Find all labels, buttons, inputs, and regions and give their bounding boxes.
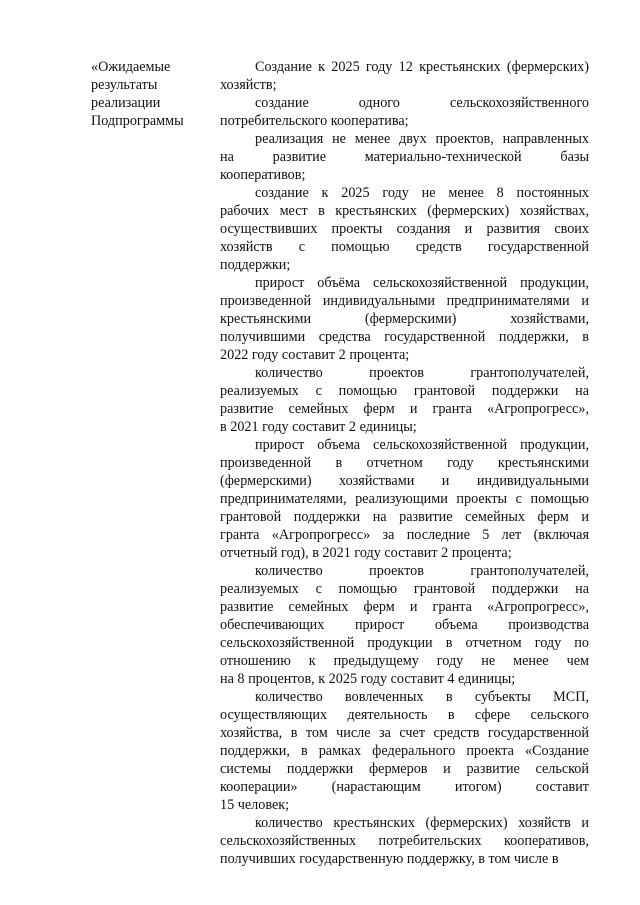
paragraph-line: количество вовлеченных в субъекты МСП, <box>255 689 589 705</box>
paragraph-line: системы поддержки фермеров и развитие сельской <box>220 761 589 777</box>
paragraph-line: произведенной в отчетном году крестьянскими <box>220 455 589 471</box>
paragraph-line: (фермерскими) хозяйствами и индивидуальными <box>220 473 589 489</box>
result-paragraph <box>220 130 589 184</box>
paragraph-line: получивших государственную поддержку, в том числе в <box>220 851 559 867</box>
row-content <box>220 58 589 868</box>
paragraph-line: на развитие материально-технической базы <box>220 149 589 165</box>
result-paragraph <box>220 688 589 814</box>
paragraph-line: рабочих мест в крестьянских (фермерских) хозяйствах, <box>220 203 589 219</box>
result-paragraph <box>220 94 589 130</box>
paragraph-line: 15 человек; <box>220 797 290 813</box>
row-label <box>91 58 211 130</box>
paragraph-line: прирост объёма сельскохозяйственной продукции, <box>255 275 589 291</box>
row-label-line: реализации <box>91 95 161 111</box>
paragraph-line: количество крестьянских (фермерских) хозяйств и <box>255 815 589 831</box>
paragraph-line: сельскохозяйственной продукции в отчетном году по <box>220 635 589 651</box>
paragraph-line: реализуемых с помощью грантовой поддержки на <box>220 581 589 597</box>
paragraph-line: Создание к 2025 году 12 крестьянских (фермерских) <box>255 59 589 75</box>
row-label-line: Подпрограммы <box>91 113 184 129</box>
paragraph-line: отношению к предыдущему году не менее чем <box>220 653 589 669</box>
result-paragraph <box>220 562 589 688</box>
row-label-line: результаты <box>91 77 158 93</box>
paragraph-line: кооперации» (нарастающим итогом) составит <box>220 779 589 795</box>
paragraph-line: поддержки, в рамках федерального проекта «Создание <box>220 743 589 759</box>
paragraph-line: создание к 2025 году не менее 8 постоянных <box>255 185 589 201</box>
result-paragraph <box>220 364 589 436</box>
paragraph-line: сельскохозяйственных потребительских кооперативов, <box>220 833 589 849</box>
paragraph-line: создание одного сельскохозяйственного <box>255 95 589 111</box>
paragraph-line: потребительского кооператива; <box>220 113 409 129</box>
paragraph-line: крестьянскими (фермерскими) хозяйствами, <box>220 311 589 327</box>
paragraph-line: грантовой поддержки на развитие семейных ферм и <box>220 509 589 525</box>
paragraph-line: хозяйств; <box>220 77 277 93</box>
paragraph-line: хозяйств с помощью средств государственной <box>220 239 589 255</box>
paragraph-line: гранта «Агропрогресс» за последние 5 лет (включая <box>220 527 589 543</box>
paragraph-line: обеспечивающих прирост объема производства <box>220 617 589 633</box>
result-paragraph <box>220 814 589 868</box>
result-paragraph <box>220 58 589 94</box>
paragraph-line: в 2021 году составит 2 единицы; <box>220 419 417 435</box>
paragraph-line: прирост объема сельскохозяйственной продукции, <box>255 437 589 453</box>
paragraph-line: развитие семейных ферм и гранта «Агропрогресс», <box>220 401 589 417</box>
paragraph-line: хозяйства, в том числе за счет средств государственной <box>220 725 589 741</box>
paragraph-line: отчетный год), в 2021 году составит 2 процента; <box>220 545 512 561</box>
paragraph-line: на 8 процентов, к 2025 году составит 4 единицы; <box>220 671 516 687</box>
result-paragraph <box>220 184 589 274</box>
paragraph-line: поддержки; <box>220 257 291 273</box>
result-paragraph <box>220 274 589 364</box>
paragraph-line: 2022 году составит 2 процента; <box>220 347 410 363</box>
paragraph-line: развитие семейных ферм и гранта «Агропрогресс», <box>220 599 589 615</box>
paragraph-line: произведенной индивидуальными предпринимателями и <box>220 293 589 309</box>
paragraph-line: осуществляющих деятельность в сфере сельского <box>220 707 589 723</box>
paragraph-line: предпринимателями, реализующими проекты с помощью <box>220 491 589 507</box>
paragraph-line: количество проектов грантополучателей, <box>255 563 589 579</box>
paragraph-line: реализуемых с помощью грантовой поддержки на <box>220 383 589 399</box>
paragraph-line: количество проектов грантополучателей, <box>255 365 589 381</box>
result-paragraph <box>220 436 589 562</box>
paragraph-line: реализация не менее двух проектов, направленных <box>255 131 589 147</box>
paragraph-line: осуществивших проекты создания и развития своих <box>220 221 589 237</box>
row-label-line: «Ожидаемые <box>91 59 171 75</box>
paragraph-line: кооперативов; <box>220 167 306 183</box>
paragraph-line: получившими средства государственной поддержки, в <box>220 329 589 345</box>
